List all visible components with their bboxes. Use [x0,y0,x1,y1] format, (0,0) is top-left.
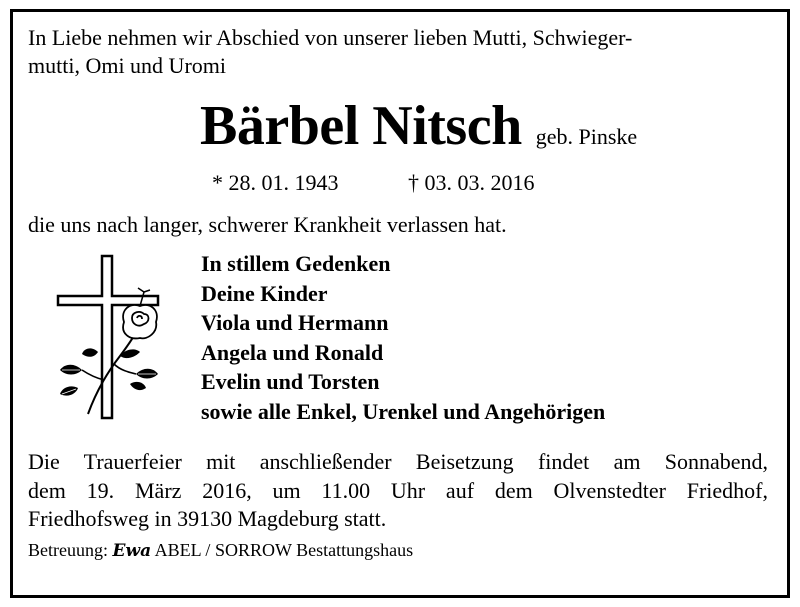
funeral-home-credit [28,540,413,561]
care-label: Betreuung: [28,540,108,560]
intro-line-2: mutti, Omi und Uromi [28,53,226,78]
service-line-2: dem 19. März 2016, um 11.00 Uhr auf dem Olvenstedter Friedhof, [28,477,768,503]
life-dates [212,170,535,196]
maiden-name: geb. Pinske [535,124,638,149]
mourner-line: sowie alle Enkel, Urenkel und Angehörigen [201,398,606,424]
funeral-home-name: ABEL / SORROW Bestattungshaus [154,540,414,560]
service-line-1: Die Trauerfeier mit anschließender Beisetzung findet am Sonnabend, [28,449,768,474]
mourner-line: Deine Kinder [201,280,328,306]
mourner-line: Angela und Ronald [201,339,384,365]
service-line-3: Friedhofsweg in 39130 Magdeburg statt. [28,506,387,531]
funeral-service-text [28,448,768,534]
ewa-logo: Ewa [112,541,152,561]
passing-text: die uns nach langer, schwerer Krankheit verlassen hat. [28,212,507,237]
intro-line-1: In Liebe nehmen wir Abschied von unserer lieben Mutti, Schwieger- [28,25,633,50]
intro-text [28,24,758,80]
mourner-line: Viola und Hermann [201,310,389,335]
deceased-name: Bärbel Nitsch [200,95,522,157]
mourner-line: Evelin und Torsten [201,369,380,394]
death-date: † 03. 03. 2016 [408,170,535,195]
mourner-line: In stillem Gedenken [201,251,391,276]
deceased-name-row [200,94,637,158]
mourners-list [201,249,605,426]
cross-with-rose-icon [48,252,168,422]
birth-date: * 28. 01. 1943 [212,170,339,195]
